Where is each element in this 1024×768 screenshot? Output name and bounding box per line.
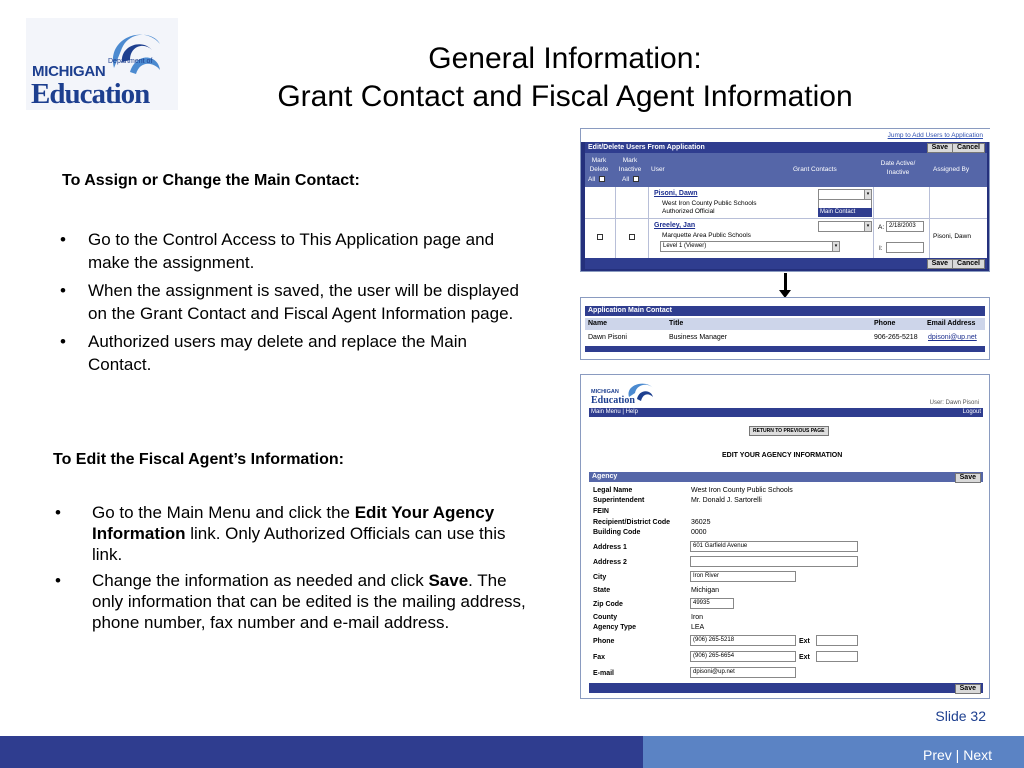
assigned-by-value: Pisoni, Dawn	[933, 233, 971, 240]
all-inactive-checkbox[interactable]	[633, 176, 639, 182]
jump-add-users-link[interactable]: Jump to Add Users to Application	[887, 132, 983, 139]
field-label: E-mail	[593, 670, 615, 677]
grid-line	[873, 187, 874, 258]
edit-users-header: Edit/Delete Users From Application Save Cancel	[585, 142, 987, 153]
address2-input[interactable]	[690, 556, 858, 567]
main-contact-header: Application Main Contact	[585, 306, 985, 316]
user-role: Authorized Official	[662, 208, 715, 215]
edit-users-column-headers	[585, 153, 987, 187]
logout-link[interactable]: Logout	[962, 409, 981, 415]
field-label: Legal Name	[593, 487, 633, 494]
col-mark-inactive: Mark Inactive	[618, 157, 642, 173]
email-link[interactable]: dpisoni@up.net	[928, 334, 977, 341]
save-button[interactable]: Save	[955, 684, 981, 694]
chevron-down-icon: ▾	[864, 222, 871, 231]
field-value: Mr. Donald J. Sartorelli	[691, 497, 762, 504]
field-label: City	[593, 574, 607, 581]
title-line-2: Grant Contact and Fiscal Agent Information	[277, 80, 853, 113]
field-value: 0000	[691, 529, 707, 536]
field-label: Phone	[593, 638, 615, 645]
chevron-down-icon: ▾	[864, 190, 871, 199]
grant-contact-select[interactable]	[818, 221, 872, 232]
current-user: User: Dawn Pisoni	[929, 400, 979, 406]
logo-education-text: Education	[31, 78, 150, 110]
assign-contact-heading: To Assign or Change the Main Contact:	[62, 172, 360, 189]
phone-input[interactable]: (906) 265-5218	[690, 635, 796, 646]
address1-input[interactable]: 601 Garfield Avenue	[690, 541, 858, 552]
slide-number: Slide 32	[935, 708, 986, 724]
edit-users-footer	[585, 258, 987, 269]
role-level-select[interactable]: Level 1 (Viewer) ▾	[660, 241, 840, 252]
agency-info-screenshot	[580, 374, 990, 699]
grid-line	[648, 187, 649, 258]
all-delete-label: All	[588, 176, 596, 183]
bullet-item: • Authorized users may delete and replace the Main Contact.	[60, 332, 467, 374]
mde-logo	[26, 18, 178, 110]
inactive-date-label: I:	[879, 245, 883, 252]
fiscal-agent-bullets	[55, 502, 530, 638]
main-contact-screenshot	[580, 297, 990, 360]
user-org: Marquette Area Public Schools	[662, 232, 751, 239]
save-button[interactable]: Save	[927, 259, 953, 269]
field-value: Iron	[691, 614, 704, 621]
fiscal-agent-heading: To Edit the Fiscal Agent’s Information:	[53, 451, 344, 468]
field-label: Agency Type	[593, 624, 637, 631]
inactive-date-field[interactable]	[886, 242, 924, 253]
city-input[interactable]: Iron River	[690, 571, 796, 582]
logo-dept-text: Department of	[108, 58, 153, 65]
field-value: Michigan	[691, 587, 720, 594]
phone-ext-input[interactable]	[816, 635, 858, 646]
col-assigned-by: Assigned By	[933, 166, 970, 173]
ext-label: Ext	[799, 654, 810, 661]
bullet-item: • Go to the Control Access to This Application page and make the assignment.	[60, 230, 495, 272]
save-button[interactable]: Save	[927, 143, 953, 153]
mark-delete-checkbox[interactable]	[597, 234, 603, 240]
footer-bar	[0, 736, 1024, 768]
active-date-label: A:	[878, 224, 885, 231]
return-previous-button[interactable]: RETURN TO PREVIOUS PAGE	[749, 426, 829, 436]
field-value: 36025	[691, 519, 711, 526]
field-label: Address 1	[593, 544, 627, 551]
footer-right-panel	[643, 736, 1024, 768]
slide-nav	[923, 747, 992, 763]
email-input[interactable]: dpisoni@up.net	[690, 667, 796, 678]
field-label: County	[593, 614, 618, 621]
fax-input[interactable]: (906) 265-6654	[690, 651, 796, 662]
save-button[interactable]: Save	[955, 473, 981, 483]
field-label: Zip Code	[593, 601, 623, 608]
bullet-item: • Go to the Main Menu and click the Edit Your Agency Information link. Only Authorized Officials can use this link.	[55, 503, 506, 564]
mde-small-logo: MICHIGAN Education	[589, 379, 659, 407]
col-date-active: Date Active/ Inactive	[880, 160, 916, 176]
active-date-field[interactable]: 2/18/2003	[886, 221, 924, 232]
assign-contact-bullets	[60, 228, 530, 381]
next-link[interactable]: Next	[963, 747, 992, 763]
bullet-item: • When the assignment is saved, the user will be displayed on the Grant Contact and Fiscal Agent Information page.	[60, 281, 519, 323]
field-label: Fax	[593, 654, 606, 661]
logo-michigan-text: MICHIGAN	[32, 63, 106, 80]
col-name: Name	[588, 320, 608, 327]
col-grant-contacts: Grant Contacts	[793, 166, 837, 173]
field-label: Superintendent	[593, 497, 645, 504]
user-org: West Iron County Public Schools	[662, 200, 757, 207]
zip-input[interactable]: 49935	[690, 598, 734, 609]
mark-inactive-checkbox[interactable]	[629, 234, 635, 240]
agency-footer-bar	[589, 683, 983, 693]
field-value: West Iron County Public Schools	[691, 487, 793, 494]
table-row: Dawn Pisoni Business Manager 906-265-5218 dpisoni@up.net	[588, 334, 977, 341]
nav-separator: |	[955, 747, 960, 763]
col-user: User	[651, 166, 665, 173]
title-line-1: General Information:	[428, 42, 702, 75]
fax-ext-input[interactable]	[816, 651, 858, 662]
edit-users-screenshot	[580, 128, 990, 272]
field-label: State	[593, 587, 611, 594]
col-mark-delete: Mark Delete	[589, 157, 609, 173]
bullet-item: • Change the information as needed and click Save. The only information that can be edited is the mailing address, phone number, fax number and e-mail address.	[55, 571, 526, 632]
grid-line	[929, 187, 930, 258]
prev-link[interactable]: Prev	[922, 747, 952, 763]
col-email: Email Address	[927, 320, 976, 327]
chevron-down-icon: ▾	[832, 242, 839, 251]
grid-line	[585, 218, 987, 219]
cancel-button[interactable]: Cancel	[952, 259, 985, 269]
grid-line	[615, 187, 616, 258]
slide-title	[180, 40, 950, 116]
user-link-pisoni[interactable]: Pisoni, Dawn	[654, 190, 698, 197]
col-title: Title	[669, 320, 684, 327]
main-contact-option[interactable]: Main Contact	[818, 208, 872, 217]
field-label: Building Code	[593, 529, 641, 536]
page-title: EDIT YOUR AGENCY INFORMATION	[722, 452, 843, 459]
field-label: FEIN	[593, 508, 609, 515]
cancel-button[interactable]: Cancel	[952, 143, 985, 153]
all-inactive-label: All	[622, 176, 630, 183]
user-link-greeley[interactable]: Greeley, Jan	[654, 222, 696, 229]
main-contact-column-headers	[585, 318, 985, 330]
main-menu-help-link[interactable]: Main Menu | Help	[591, 409, 638, 415]
all-delete-checkbox[interactable]	[599, 176, 605, 182]
field-label: Address 2	[593, 559, 627, 566]
main-contact-footer	[585, 346, 985, 352]
col-phone: Phone	[874, 320, 896, 327]
field-value: LEA	[691, 624, 705, 631]
top-menu-bar	[589, 408, 983, 417]
agency-section-header: Agency Save	[589, 472, 983, 482]
ext-label: Ext	[799, 638, 810, 645]
field-label: Recipient/District Code	[593, 519, 671, 526]
